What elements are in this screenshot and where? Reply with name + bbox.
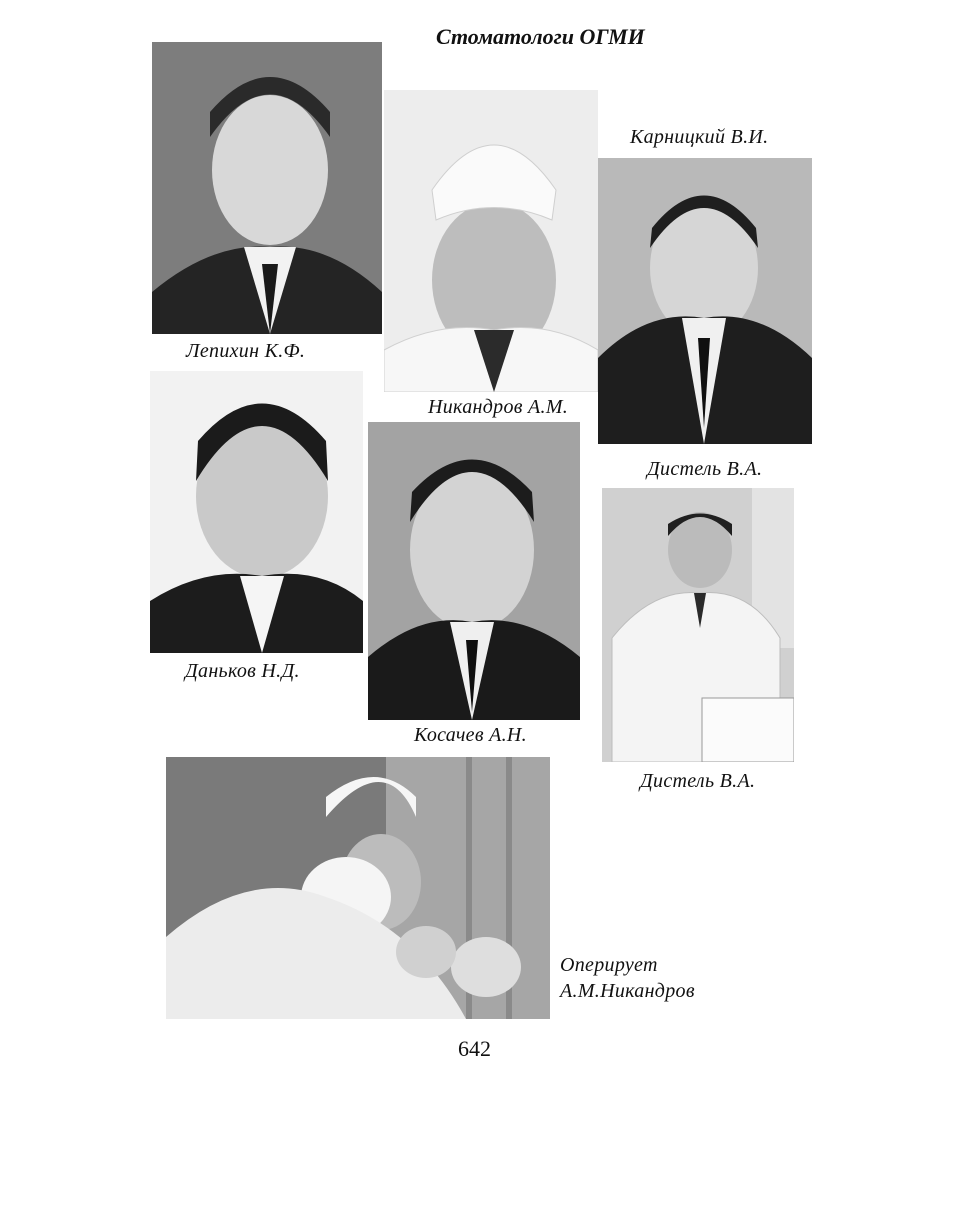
photo-distel <box>602 488 794 762</box>
caption-operation-line2: А.М.Никандров <box>560 980 695 1002</box>
page-number: 642 <box>458 1036 491 1061</box>
photo-dankov <box>150 371 363 653</box>
page-title: Стоматологи ОГМИ <box>436 24 645 49</box>
photo-kosachev <box>368 422 580 720</box>
caption-karnitsky: Карницкий В.И. <box>630 126 769 148</box>
photo-operation <box>166 757 550 1019</box>
caption-distel-bottom: Дистель В.А. <box>640 770 756 792</box>
caption-kosachev: Косачев А.Н. <box>414 724 527 746</box>
photo-karnitsky <box>598 158 812 444</box>
caption-lepikhin: Лепихин К.Ф. <box>186 340 306 362</box>
caption-nikandrov: Никандров А.М. <box>428 396 569 418</box>
photo-lepikhin <box>152 42 382 334</box>
caption-operation-line1: Оперирует <box>560 954 658 976</box>
caption-operation <box>560 952 695 1004</box>
photo-nikandrov <box>384 90 598 392</box>
caption-dankov: Даньков Н.Д. <box>185 660 300 682</box>
caption-distel-top: Дистель В.А. <box>647 458 763 480</box>
